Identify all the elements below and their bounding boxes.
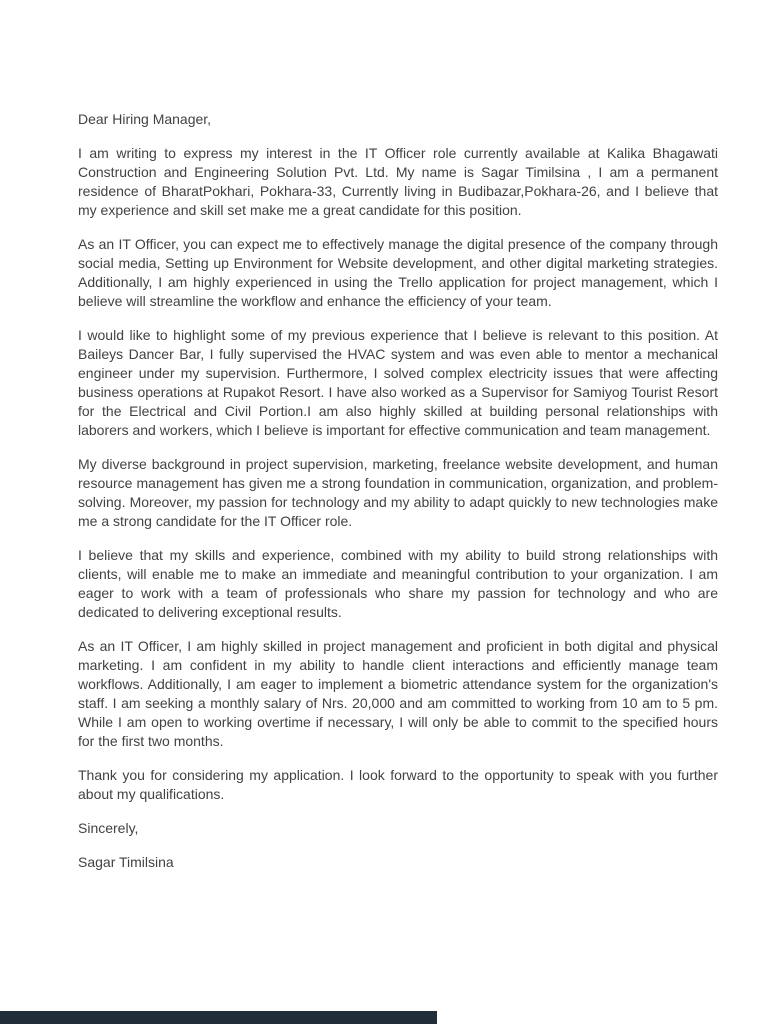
letter-paragraph: I would like to highlight some of my previous experience that I believe is relevant to this position. At Baileys Dancer Bar, I fully supervised the HVAC system and was even able to mentor a mechanical engineer under my supervision. Furthermore, I solved complex electricity issues that were affecting business operations at Rupakot Resort. I have also worked as a Supervisor for Samiyog Tourist Resort for the Electrical and Civil Portion.I am also highly skilled at building personal relationships with laborers and workers, which I believe is important for effective communication and team management.: [78, 327, 718, 438]
letter-paragraph: Thank you for considering my application. I look forward to the opportunity to speak with you further about my qualifications.: [78, 767, 718, 802]
letter-paragraph: My diverse background in project supervision, marketing, freelance website development, and human resource management has given me a strong foundation in communication, organization, and problem-solving. Moreover, my passion for technology and my ability to adapt quickly to new technologies make me a strong candidate for the IT Officer role.: [78, 456, 718, 529]
letter-paragraph: As an IT Officer, I am highly skilled in project management and proficient in both digital and physical marketing. I am confident in my ability to handle client interactions and efficiently manage team workflows. Additionally, I am eager to implement a biometric attendance system for the organization's staff. I am seeking a monthly salary of Nrs. 20,000 and am committed to working from 10 am to 5 pm. While I am open to working overtime if necessary, I will only be able to commit to the specified hours for the first two months.: [78, 638, 718, 749]
letter-signature: Sagar Timilsina: [78, 854, 174, 870]
letter-closing: Sincerely,: [78, 820, 139, 836]
letter-paragraph: As an IT Officer, you can expect me to effectively manage the digital presence of the company through social media, Setting up Environment for Website development, and other digital marketing strategies. Additionally, I am highly experienced in using the Trello application for project management, which I believe will streamline the workflow and enhance the efficiency of your team.: [78, 236, 718, 309]
bottom-toolbar-fragment: [0, 1011, 437, 1024]
letter-paragraph: I believe that my skills and experience, combined with my ability to build strong relationships with clients, will enable me to make an immediate and meaningful contribution to your organization. I am eager to work with a team of professionals who share my passion for technology and who are dedicated to delivering exceptional results.: [78, 547, 718, 620]
cover-letter-page: [78, 110, 718, 887]
letter-paragraph: I am writing to express my interest in the IT Officer role currently available at Kalika Bhagawati Construction and Engineering Solution Pvt. Ltd. My name is Sagar Timilsina , I am a permanent residence of BharatPokhari, Pokhara-33, Currently living in Budibazar,Pokhara-26, and I believe that my experience and skill set make me a great candidate for this position.: [78, 145, 718, 218]
letter-greeting: Dear Hiring Manager,: [78, 111, 212, 127]
